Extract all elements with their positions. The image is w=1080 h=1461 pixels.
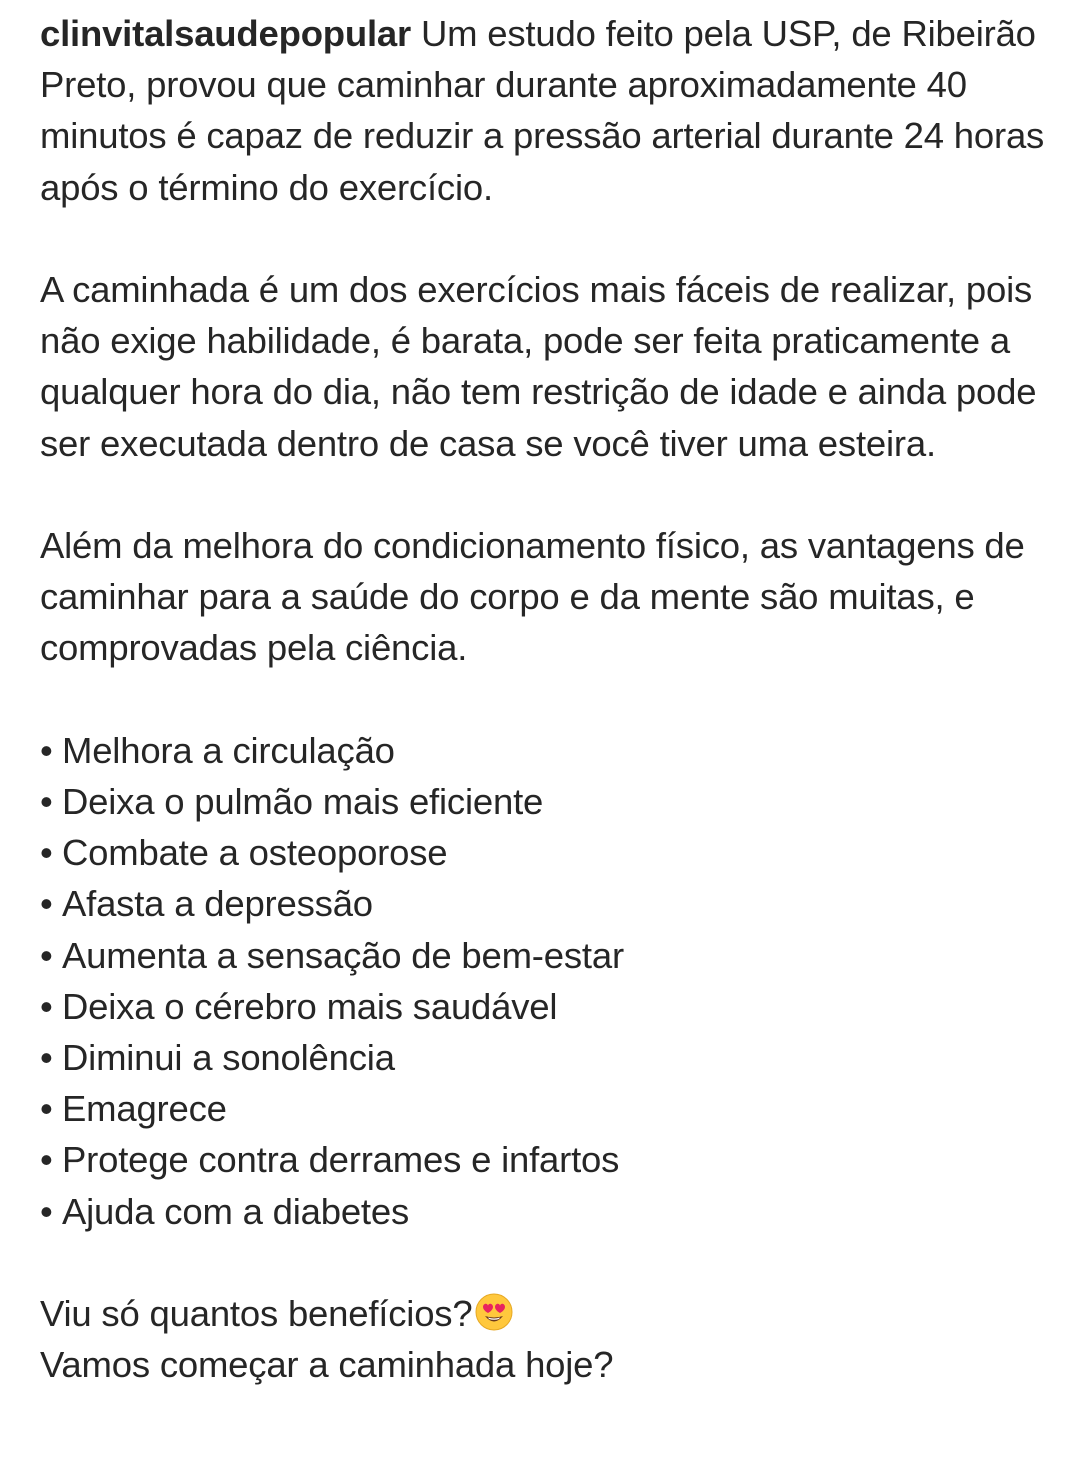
bullet-icon: • <box>40 934 53 976</box>
list-item-text: Afasta a depressão <box>62 883 373 925</box>
bullet-icon: • <box>40 985 53 1027</box>
caption-intro-paragraph <box>40 8 1050 213</box>
bullet-icon: • <box>40 1088 53 1130</box>
caption-closing <box>40 1288 1050 1390</box>
benefits-list <box>40 725 1050 1237</box>
intro-text: Um estudo feito pela USP, de Ribeirão Preto, provou que caminhar durante aproximadamente 40 minutos é capaz de reduzir a pressão arterial durante 24 horas após o término do exercício. <box>40 13 1045 208</box>
list-item <box>40 1032 1050 1083</box>
caption-paragraph-2: A caminhada é um dos exercícios mais fáceis de realizar, pois não exige habilidade, é barata, pode ser feita praticamente a qualquer hora do dia, não tem restrição de idade e ainda pode ser executada dentro de casa se você tiver uma esteira. <box>40 269 1037 464</box>
bullet-icon: • <box>40 729 53 771</box>
list-item <box>40 1134 1050 1185</box>
list-item <box>40 1186 1050 1237</box>
list-item-text: Deixa o pulmão mais eficiente <box>62 781 544 822</box>
list-item <box>40 878 1050 929</box>
list-item-text: Emagrece <box>62 1088 227 1130</box>
list-item <box>40 981 1050 1032</box>
caption-paragraph-3: Além da melhora do condicionamento físico, as vantagens de caminhar para a saúde do corpo e da mente são muitas, e comprovadas pela ciência. <box>40 525 1025 669</box>
list-item-text: Melhora a circulação <box>62 729 395 771</box>
username-link[interactable]: clinvitalsaudepopular <box>40 13 412 54</box>
list-item-text: Combate a osteoporose <box>62 832 448 874</box>
list-item <box>40 1083 1050 1134</box>
bullet-icon: • <box>40 832 53 874</box>
list-item <box>40 827 1050 878</box>
post-caption <box>40 8 1050 1390</box>
bullet-icon: • <box>40 1190 53 1232</box>
list-item <box>40 776 1050 827</box>
bullet-icon: • <box>40 781 53 822</box>
bullet-icon: • <box>40 883 53 925</box>
list-item-text: Protege contra derrames e infartos <box>62 1139 620 1181</box>
list-item <box>40 930 1050 981</box>
closing-call: Vamos começar a caminhada hoje? <box>40 1344 614 1386</box>
list-item <box>40 725 1050 776</box>
list-item-text: Aumenta a sensação de bem-estar <box>62 934 624 976</box>
list-item-text: Diminui a sonolência <box>62 1037 395 1079</box>
bullet-icon: • <box>40 1037 53 1079</box>
list-item-text: Deixa o cérebro mais saudável <box>62 985 558 1027</box>
bullet-icon: • <box>40 1139 53 1181</box>
list-item-text: Ajuda com a diabetes <box>62 1190 410 1232</box>
heart-eyes-emoji-icon <box>474 1292 514 1332</box>
closing-question: Viu só quantos benefícios? <box>40 1293 473 1335</box>
